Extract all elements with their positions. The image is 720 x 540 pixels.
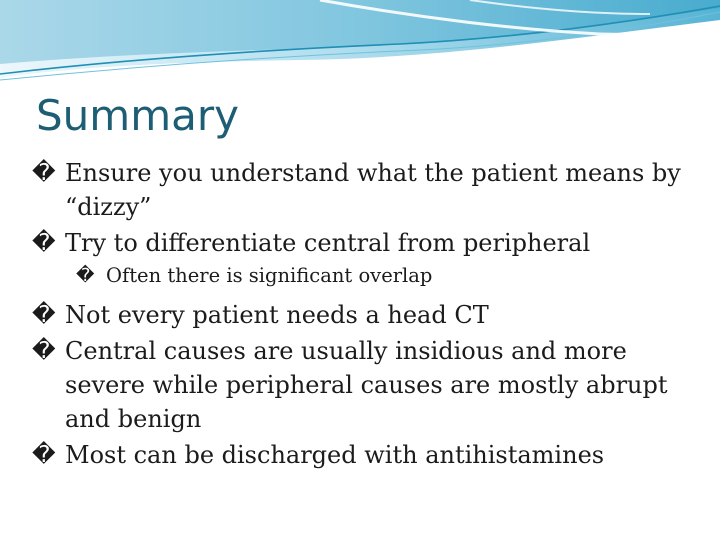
- bullet-glyph-icon: �: [32, 442, 56, 468]
- bullet-glyph-icon: �: [32, 338, 56, 364]
- bullet-text: Often there is significant overlap: [106, 264, 433, 287]
- bullet-item: [32, 156, 692, 224]
- bullet-text: Not every patient needs a head CT: [65, 301, 489, 329]
- bullet-text: Ensure you understand what the patient means by “dizzy”: [65, 159, 681, 221]
- bullet-item: [32, 334, 692, 436]
- slide-title: Summary: [36, 91, 239, 140]
- bullet-glyph-icon: �: [32, 160, 56, 186]
- bullet-item: [32, 298, 692, 332]
- sub-bullet-item: [32, 262, 692, 290]
- bullet-item: [32, 226, 692, 260]
- bullet-glyph-icon: �: [32, 302, 56, 328]
- bullet-text: Central causes are usually insidious and more severe while peripheral causes are mostly abrupt and benign: [65, 337, 668, 433]
- bullet-text: Most can be discharged with antihistamines: [65, 441, 605, 469]
- bullet-list: [32, 156, 692, 474]
- bullet-glyph-icon: �: [32, 230, 56, 256]
- header-wave-decoration: [0, 0, 720, 90]
- bullet-item: [32, 438, 692, 472]
- bullet-glyph-icon: �: [76, 265, 95, 286]
- bullet-text: Try to differentiate central from peripheral: [65, 229, 591, 257]
